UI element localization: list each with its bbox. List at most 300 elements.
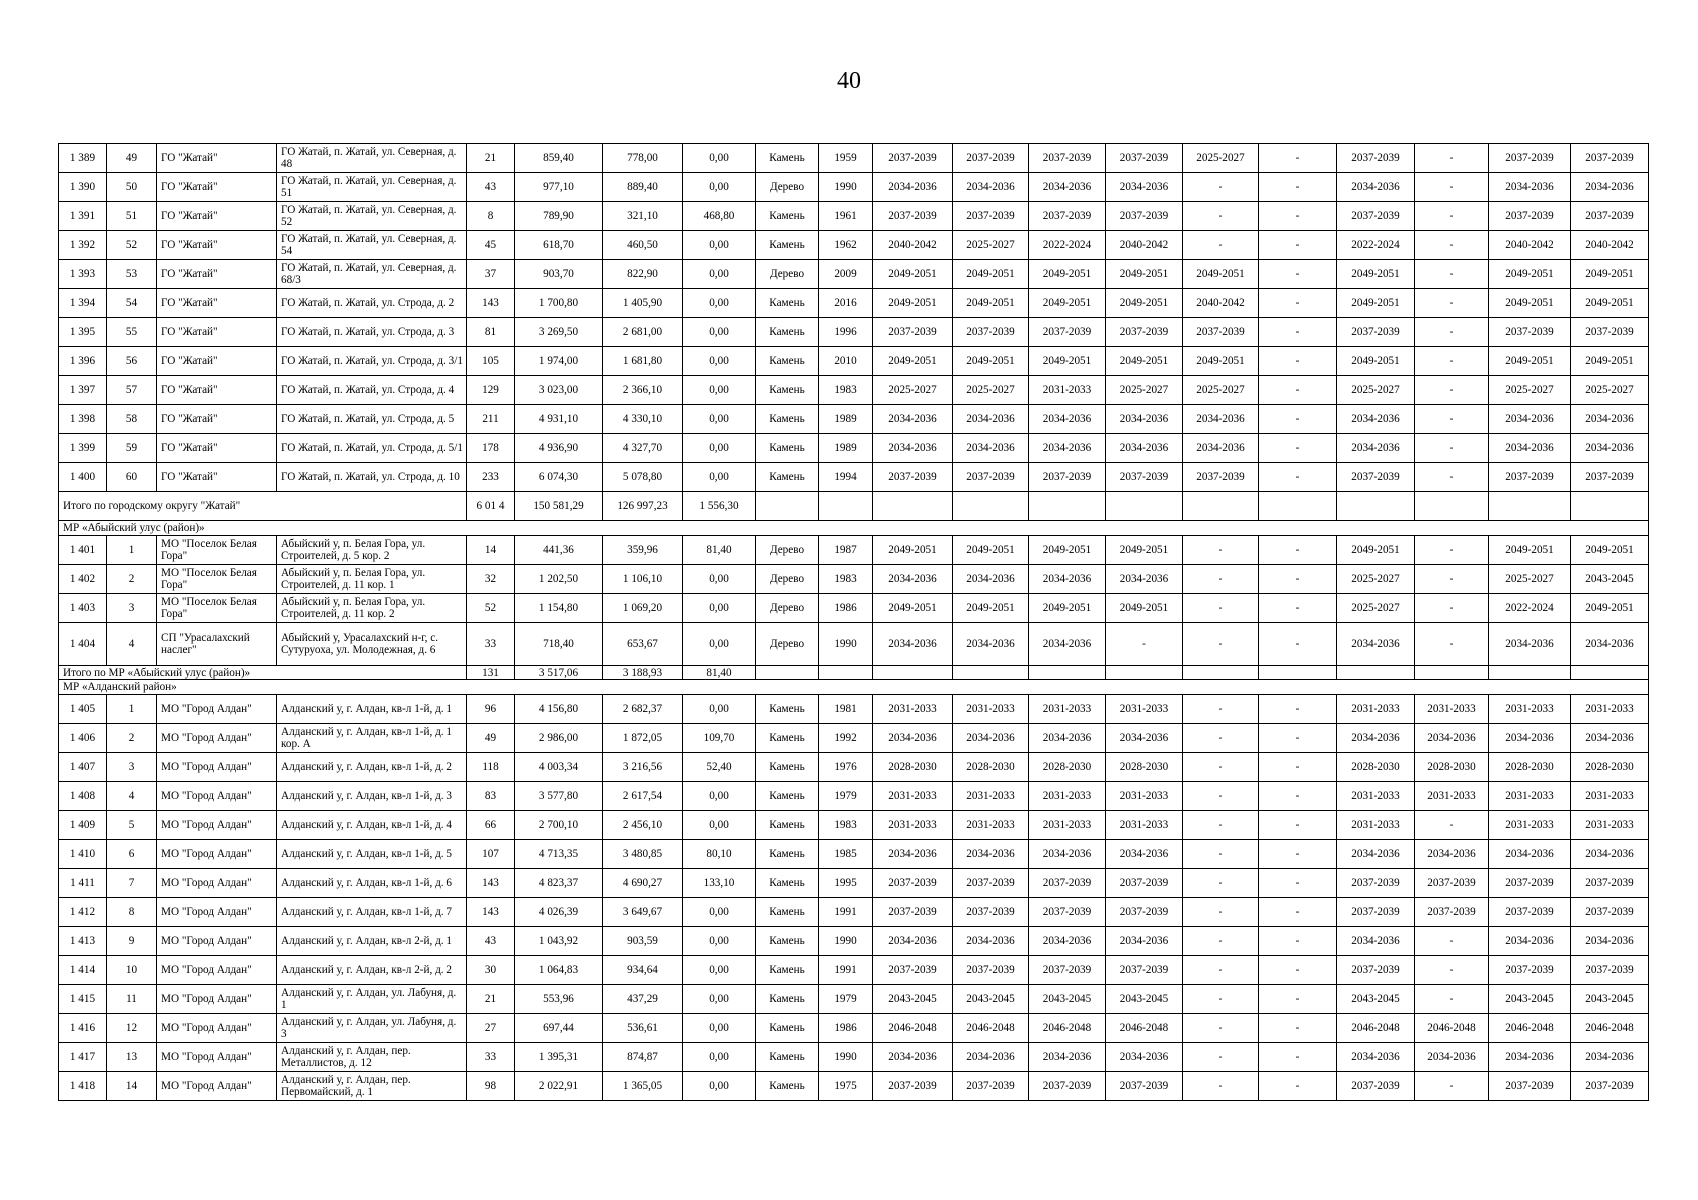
- cell-period-5: -: [1183, 1014, 1259, 1043]
- cell-period-8: -: [1415, 956, 1489, 985]
- cell-period-4: 2031-2033: [1106, 811, 1183, 840]
- cell-wall-material: Камень: [756, 724, 819, 753]
- cell-period-3: 2049-2051: [1029, 536, 1106, 565]
- cell-period-9: 2049-2051: [1489, 289, 1571, 318]
- cell-period-3: 2028-2030: [1029, 753, 1106, 782]
- cell-period-3: 2034-2036: [1029, 565, 1106, 594]
- cell-living-area: 874,87: [603, 1043, 683, 1072]
- cell-total-area: 1 700,80: [515, 289, 603, 318]
- cell-year-built: 1986: [819, 594, 873, 623]
- cell-wall-material: Камень: [756, 144, 819, 173]
- cell-municipality: МО "Город Алдан": [157, 782, 277, 811]
- cell-local-number: 11: [107, 985, 157, 1014]
- cell-residents: 66: [467, 811, 515, 840]
- cell-period-5: -: [1183, 565, 1259, 594]
- cell-residents: 21: [467, 985, 515, 1014]
- cell-period-10: 2037-2039: [1571, 1072, 1649, 1101]
- cell-address: ГО Жатай, п. Жатай, ул. Северная, д. 54: [277, 231, 467, 260]
- cell-period-6: -: [1259, 623, 1337, 666]
- cell-municipality: ГО "Жатай": [157, 173, 277, 202]
- cell-year-built: 1983: [819, 565, 873, 594]
- cell-municipality: МО "Город Алдан": [157, 840, 277, 869]
- cell-year-built: 1990: [819, 927, 873, 956]
- cell-wall-material: Камень: [756, 898, 819, 927]
- total-empty-cell: [1415, 666, 1489, 680]
- cell-local-number: 51: [107, 202, 157, 231]
- cell-year-built: 1996: [819, 318, 873, 347]
- cell-wall-material: Камень: [756, 434, 819, 463]
- cell-municipality: МО "Город Алдан": [157, 869, 277, 898]
- cell-period-1: 2031-2033: [873, 695, 953, 724]
- total-label: Итого по МР «Абыйский улус (район)»: [59, 666, 467, 680]
- cell-living-area: 1 106,10: [603, 565, 683, 594]
- cell-row-number: 1 412: [59, 898, 107, 927]
- cell-period-7: 2025-2027: [1337, 565, 1415, 594]
- table-row: [59, 782, 1649, 811]
- table-row: [59, 753, 1649, 782]
- total-empty-cell: [756, 666, 819, 680]
- cell-total-area: 1 064,83: [515, 956, 603, 985]
- cell-municipality: МО "Город Алдан": [157, 927, 277, 956]
- total-empty-cell: [1489, 492, 1571, 521]
- cell-period-3: 2022-2024: [1029, 231, 1106, 260]
- cell-year-built: 1959: [819, 144, 873, 173]
- cell-residents: 43: [467, 927, 515, 956]
- cell-period-9: 2037-2039: [1489, 202, 1571, 231]
- cell-period-10: 2031-2033: [1571, 782, 1649, 811]
- cell-total-area: 2 022,91: [515, 1072, 603, 1101]
- cell-period-4: 2034-2036: [1106, 1043, 1183, 1072]
- cell-period-6: -: [1259, 376, 1337, 405]
- cell-period-9: 2040-2042: [1489, 231, 1571, 260]
- cell-year-built: 1994: [819, 463, 873, 492]
- cell-period-10: 2031-2033: [1571, 811, 1649, 840]
- cell-period-1: 2028-2030: [873, 753, 953, 782]
- cell-total-area: 441,36: [515, 536, 603, 565]
- cell-wall-material: Камень: [756, 840, 819, 869]
- table-row: [59, 985, 1649, 1014]
- cell-period-4: 2037-2039: [1106, 318, 1183, 347]
- total-living-area: 3 188,93: [603, 666, 683, 680]
- cell-period-7: 2037-2039: [1337, 463, 1415, 492]
- cell-period-6: -: [1259, 144, 1337, 173]
- section-title: МР «Алданский район»: [59, 680, 1649, 695]
- cell-period-10: 2025-2027: [1571, 376, 1649, 405]
- cell-wall-material: Дерево: [756, 260, 819, 289]
- cell-period-4: 2034-2036: [1106, 724, 1183, 753]
- cell-living-area: 437,29: [603, 985, 683, 1014]
- cell-period-10: 2046-2048: [1571, 1014, 1649, 1043]
- cell-residents: 43: [467, 173, 515, 202]
- cell-period-3: 2034-2036: [1029, 927, 1106, 956]
- table-row: [59, 1014, 1649, 1043]
- cell-period-4: -: [1106, 623, 1183, 666]
- cell-row-number: 1 400: [59, 463, 107, 492]
- cell-period-2: 2034-2036: [953, 623, 1029, 666]
- total-living-area: 126 997,23: [603, 492, 683, 521]
- cell-period-1: 2037-2039: [873, 956, 953, 985]
- cell-municipality: МО "Город Алдан": [157, 985, 277, 1014]
- cell-period-10: 2034-2036: [1571, 724, 1649, 753]
- cell-year-built: 1983: [819, 811, 873, 840]
- table-row: [59, 318, 1649, 347]
- cell-period-3: 2034-2036: [1029, 405, 1106, 434]
- cell-wall-material: Камень: [756, 405, 819, 434]
- cell-period-5: -: [1183, 782, 1259, 811]
- cell-wall-material: Камень: [756, 347, 819, 376]
- cell-address: ГО Жатай, п. Жатай, ул. Северная, д. 51: [277, 173, 467, 202]
- cell-nonresidential-area: 0,00: [683, 1072, 756, 1101]
- cell-period-2: 2037-2039: [953, 898, 1029, 927]
- cell-local-number: 58: [107, 405, 157, 434]
- table-row: [59, 405, 1649, 434]
- cell-nonresidential-area: 0,00: [683, 565, 756, 594]
- cell-period-5: 2034-2036: [1183, 434, 1259, 463]
- table-row: [59, 434, 1649, 463]
- cell-row-number: 1 392: [59, 231, 107, 260]
- cell-period-4: 2037-2039: [1106, 463, 1183, 492]
- cell-address: Алданский у, г. Алдан, кв-л 1-й, д. 6: [277, 869, 467, 898]
- cell-period-10: 2034-2036: [1571, 173, 1649, 202]
- cell-municipality: МО "Поселок Белая Гора": [157, 565, 277, 594]
- cell-period-6: -: [1259, 1043, 1337, 1072]
- section-row: [59, 680, 1649, 695]
- cell-wall-material: Камень: [756, 1014, 819, 1043]
- cell-living-area: 903,59: [603, 927, 683, 956]
- cell-period-6: -: [1259, 1014, 1337, 1043]
- cell-period-6: -: [1259, 289, 1337, 318]
- table-row: [59, 594, 1649, 623]
- cell-period-5: 2025-2027: [1183, 144, 1259, 173]
- cell-local-number: 53: [107, 260, 157, 289]
- cell-address: Алданский у, г. Алдан, ул. Лабуня, д. 1: [277, 985, 467, 1014]
- cell-local-number: 56: [107, 347, 157, 376]
- cell-total-area: 1 202,50: [515, 565, 603, 594]
- cell-living-area: 536,61: [603, 1014, 683, 1043]
- cell-address: Алданский у, г. Алдан, кв-л 2-й, д. 1: [277, 927, 467, 956]
- cell-living-area: 2 366,10: [603, 376, 683, 405]
- cell-address: ГО Жатай, п. Жатай, ул. Строда, д. 4: [277, 376, 467, 405]
- cell-row-number: 1 405: [59, 695, 107, 724]
- cell-nonresidential-area: 0,00: [683, 260, 756, 289]
- cell-period-8: -: [1415, 231, 1489, 260]
- cell-total-area: 4 936,90: [515, 434, 603, 463]
- cell-year-built: 1992: [819, 724, 873, 753]
- cell-period-7: 2043-2045: [1337, 985, 1415, 1014]
- cell-nonresidential-area: 0,00: [683, 1014, 756, 1043]
- total-empty-cell: [873, 492, 953, 521]
- table-row: [59, 202, 1649, 231]
- total-nonresidential-area: 81,40: [683, 666, 756, 680]
- table-row: [59, 623, 1649, 666]
- cell-period-6: -: [1259, 173, 1337, 202]
- cell-residents: 178: [467, 434, 515, 463]
- cell-local-number: 14: [107, 1072, 157, 1101]
- cell-period-2: 2037-2039: [953, 869, 1029, 898]
- cell-nonresidential-area: 0,00: [683, 347, 756, 376]
- cell-period-6: -: [1259, 231, 1337, 260]
- cell-period-2: 2049-2051: [953, 347, 1029, 376]
- total-empty-cell: [1337, 666, 1415, 680]
- cell-total-area: 4 026,39: [515, 898, 603, 927]
- cell-period-5: -: [1183, 956, 1259, 985]
- cell-period-8: 2037-2039: [1415, 869, 1489, 898]
- cell-wall-material: Дерево: [756, 536, 819, 565]
- cell-municipality: ГО "Жатай": [157, 405, 277, 434]
- cell-period-4: 2049-2051: [1106, 536, 1183, 565]
- cell-row-number: 1 410: [59, 840, 107, 869]
- cell-period-1: 2037-2039: [873, 898, 953, 927]
- cell-nonresidential-area: 0,00: [683, 318, 756, 347]
- cell-period-4: 2049-2051: [1106, 289, 1183, 318]
- cell-total-area: 718,40: [515, 623, 603, 666]
- cell-local-number: 52: [107, 231, 157, 260]
- cell-period-8: -: [1415, 565, 1489, 594]
- cell-row-number: 1 393: [59, 260, 107, 289]
- cell-period-1: 2031-2033: [873, 811, 953, 840]
- cell-period-5: 2037-2039: [1183, 318, 1259, 347]
- cell-period-4: 2031-2033: [1106, 782, 1183, 811]
- cell-period-9: 2049-2051: [1489, 260, 1571, 289]
- cell-period-9: 2049-2051: [1489, 536, 1571, 565]
- cell-municipality: МО "Поселок Белая Гора": [157, 536, 277, 565]
- cell-residents: 96: [467, 695, 515, 724]
- cell-address: Абыйский у, п. Белая Гора, ул. Строителей, д. 11 кор. 1: [277, 565, 467, 594]
- cell-period-9: 2043-2045: [1489, 985, 1571, 1014]
- cell-row-number: 1 408: [59, 782, 107, 811]
- total-empty-cell: [1259, 492, 1337, 521]
- total-empty-cell: [1337, 492, 1415, 521]
- cell-row-number: 1 407: [59, 753, 107, 782]
- cell-period-10: 2037-2039: [1571, 898, 1649, 927]
- cell-local-number: 59: [107, 434, 157, 463]
- cell-period-7: 2037-2039: [1337, 869, 1415, 898]
- cell-period-10: 2034-2036: [1571, 434, 1649, 463]
- cell-nonresidential-area: 0,00: [683, 956, 756, 985]
- table-row: [59, 376, 1649, 405]
- cell-period-9: 2034-2036: [1489, 434, 1571, 463]
- cell-period-6: -: [1259, 405, 1337, 434]
- cell-period-7: 2031-2033: [1337, 695, 1415, 724]
- cell-period-7: 2028-2030: [1337, 753, 1415, 782]
- cell-year-built: 1979: [819, 985, 873, 1014]
- cell-period-2: 2034-2036: [953, 405, 1029, 434]
- cell-total-area: 2 986,00: [515, 724, 603, 753]
- cell-period-4: 2031-2033: [1106, 695, 1183, 724]
- cell-period-2: 2037-2039: [953, 202, 1029, 231]
- cell-total-area: 903,70: [515, 260, 603, 289]
- cell-period-9: 2022-2024: [1489, 594, 1571, 623]
- cell-local-number: 2: [107, 724, 157, 753]
- cell-local-number: 60: [107, 463, 157, 492]
- cell-address: ГО Жатай, п. Жатай, ул. Северная, д. 52: [277, 202, 467, 231]
- cell-period-10: 2037-2039: [1571, 463, 1649, 492]
- cell-period-3: 2037-2039: [1029, 898, 1106, 927]
- cell-living-area: 822,90: [603, 260, 683, 289]
- cell-period-1: 2043-2045: [873, 985, 953, 1014]
- cell-living-area: 2 682,37: [603, 695, 683, 724]
- cell-year-built: 1979: [819, 782, 873, 811]
- cell-wall-material: Дерево: [756, 594, 819, 623]
- cell-period-5: -: [1183, 202, 1259, 231]
- cell-period-6: -: [1259, 753, 1337, 782]
- cell-municipality: ГО "Жатай": [157, 347, 277, 376]
- cell-year-built: 1989: [819, 434, 873, 463]
- housing-registry-table: [58, 143, 1649, 1101]
- cell-period-3: 2037-2039: [1029, 318, 1106, 347]
- total-row: [59, 492, 1649, 521]
- cell-residents: 37: [467, 260, 515, 289]
- cell-period-1: 2034-2036: [873, 434, 953, 463]
- cell-period-1: 2046-2048: [873, 1014, 953, 1043]
- cell-period-8: -: [1415, 144, 1489, 173]
- cell-period-3: 2043-2045: [1029, 985, 1106, 1014]
- cell-address: Алданский у, г. Алдан, кв-л 1-й, д. 3: [277, 782, 467, 811]
- cell-period-8: 2031-2033: [1415, 695, 1489, 724]
- cell-period-5: -: [1183, 898, 1259, 927]
- cell-period-3: 2037-2039: [1029, 463, 1106, 492]
- cell-living-area: 2 617,54: [603, 782, 683, 811]
- cell-period-3: 2046-2048: [1029, 1014, 1106, 1043]
- cell-period-2: 2034-2036: [953, 927, 1029, 956]
- cell-municipality: СП "Урасалахский наслег": [157, 623, 277, 666]
- cell-residents: 81: [467, 318, 515, 347]
- cell-period-9: 2037-2039: [1489, 1072, 1571, 1101]
- cell-living-area: 934,64: [603, 956, 683, 985]
- cell-total-area: 6 074,30: [515, 463, 603, 492]
- cell-row-number: 1 418: [59, 1072, 107, 1101]
- cell-period-6: -: [1259, 202, 1337, 231]
- cell-residents: 49: [467, 724, 515, 753]
- table-row: [59, 927, 1649, 956]
- cell-year-built: 2016: [819, 289, 873, 318]
- cell-wall-material: Камень: [756, 753, 819, 782]
- cell-nonresidential-area: 0,00: [683, 376, 756, 405]
- cell-period-4: 2034-2036: [1106, 565, 1183, 594]
- cell-period-2: 2037-2039: [953, 1072, 1029, 1101]
- cell-period-9: 2034-2036: [1489, 405, 1571, 434]
- cell-period-7: 2049-2051: [1337, 260, 1415, 289]
- total-empty-cell: [1183, 492, 1259, 521]
- cell-period-9: 2034-2036: [1489, 623, 1571, 666]
- cell-period-6: -: [1259, 869, 1337, 898]
- cell-period-1: 2034-2036: [873, 173, 953, 202]
- cell-row-number: 1 389: [59, 144, 107, 173]
- cell-period-8: -: [1415, 376, 1489, 405]
- cell-nonresidential-area: 0,00: [683, 405, 756, 434]
- cell-nonresidential-area: 0,00: [683, 594, 756, 623]
- cell-address: ГО Жатай, п. Жатай, ул. Строда, д. 5/1: [277, 434, 467, 463]
- cell-year-built: 1991: [819, 956, 873, 985]
- cell-period-7: 2037-2039: [1337, 956, 1415, 985]
- cell-period-2: 2034-2036: [953, 565, 1029, 594]
- cell-period-4: 2046-2048: [1106, 1014, 1183, 1043]
- cell-period-3: 2049-2051: [1029, 260, 1106, 289]
- cell-period-4: 2025-2027: [1106, 376, 1183, 405]
- cell-living-area: 1 681,80: [603, 347, 683, 376]
- cell-total-area: 4 931,10: [515, 405, 603, 434]
- cell-year-built: 1995: [819, 869, 873, 898]
- cell-total-area: 1 395,31: [515, 1043, 603, 1072]
- cell-period-3: 2049-2051: [1029, 289, 1106, 318]
- cell-municipality: ГО "Жатай": [157, 376, 277, 405]
- cell-living-area: 2 681,00: [603, 318, 683, 347]
- cell-period-9: 2034-2036: [1489, 173, 1571, 202]
- cell-total-area: 1 043,92: [515, 927, 603, 956]
- cell-period-1: 2037-2039: [873, 1072, 953, 1101]
- cell-local-number: 2: [107, 565, 157, 594]
- cell-period-3: 2037-2039: [1029, 956, 1106, 985]
- cell-period-4: 2037-2039: [1106, 202, 1183, 231]
- cell-municipality: МО "Город Алдан": [157, 753, 277, 782]
- cell-row-number: 1 416: [59, 1014, 107, 1043]
- cell-nonresidential-area: 0,00: [683, 782, 756, 811]
- cell-living-area: 3 480,85: [603, 840, 683, 869]
- cell-period-6: -: [1259, 1072, 1337, 1101]
- cell-local-number: 3: [107, 594, 157, 623]
- cell-period-1: 2037-2039: [873, 144, 953, 173]
- cell-wall-material: Камень: [756, 869, 819, 898]
- cell-period-2: 2025-2027: [953, 231, 1029, 260]
- total-residents: 6 01 4: [467, 492, 515, 521]
- total-nonresidential-area: 1 556,30: [683, 492, 756, 521]
- cell-local-number: 1: [107, 695, 157, 724]
- cell-period-8: -: [1415, 463, 1489, 492]
- cell-row-number: 1 394: [59, 289, 107, 318]
- cell-address: ГО Жатай, п. Жатай, ул. Строда, д. 3: [277, 318, 467, 347]
- cell-period-9: 2028-2030: [1489, 753, 1571, 782]
- total-empty-cell: [873, 666, 953, 680]
- cell-period-2: 2037-2039: [953, 318, 1029, 347]
- cell-row-number: 1 398: [59, 405, 107, 434]
- cell-period-5: -: [1183, 985, 1259, 1014]
- cell-local-number: 10: [107, 956, 157, 985]
- cell-year-built: 1991: [819, 898, 873, 927]
- cell-total-area: 697,44: [515, 1014, 603, 1043]
- cell-nonresidential-area: 0,00: [683, 173, 756, 202]
- cell-row-number: 1 397: [59, 376, 107, 405]
- cell-residents: 143: [467, 898, 515, 927]
- cell-period-7: 2034-2036: [1337, 1043, 1415, 1072]
- cell-period-3: 2034-2036: [1029, 623, 1106, 666]
- cell-period-3: 2031-2033: [1029, 811, 1106, 840]
- cell-period-9: 2037-2039: [1489, 898, 1571, 927]
- cell-period-10: 2034-2036: [1571, 1043, 1649, 1072]
- cell-local-number: 3: [107, 753, 157, 782]
- cell-year-built: 1976: [819, 753, 873, 782]
- cell-period-8: -: [1415, 318, 1489, 347]
- cell-period-7: 2049-2051: [1337, 347, 1415, 376]
- cell-residents: 83: [467, 782, 515, 811]
- cell-period-7: 2025-2027: [1337, 594, 1415, 623]
- section-row: [59, 521, 1649, 536]
- cell-nonresidential-area: 0,00: [683, 1043, 756, 1072]
- cell-local-number: 8: [107, 898, 157, 927]
- cell-residents: 143: [467, 289, 515, 318]
- cell-period-7: 2034-2036: [1337, 173, 1415, 202]
- cell-year-built: 1975: [819, 1072, 873, 1101]
- cell-wall-material: Камень: [756, 927, 819, 956]
- cell-period-4: 2049-2051: [1106, 347, 1183, 376]
- cell-period-7: 2034-2036: [1337, 724, 1415, 753]
- total-row: [59, 666, 1649, 680]
- cell-period-2: 2037-2039: [953, 956, 1029, 985]
- cell-period-7: 2034-2036: [1337, 405, 1415, 434]
- cell-period-4: 2028-2030: [1106, 753, 1183, 782]
- cell-living-area: 778,00: [603, 144, 683, 173]
- cell-period-4: 2037-2039: [1106, 956, 1183, 985]
- cell-period-4: 2037-2039: [1106, 1072, 1183, 1101]
